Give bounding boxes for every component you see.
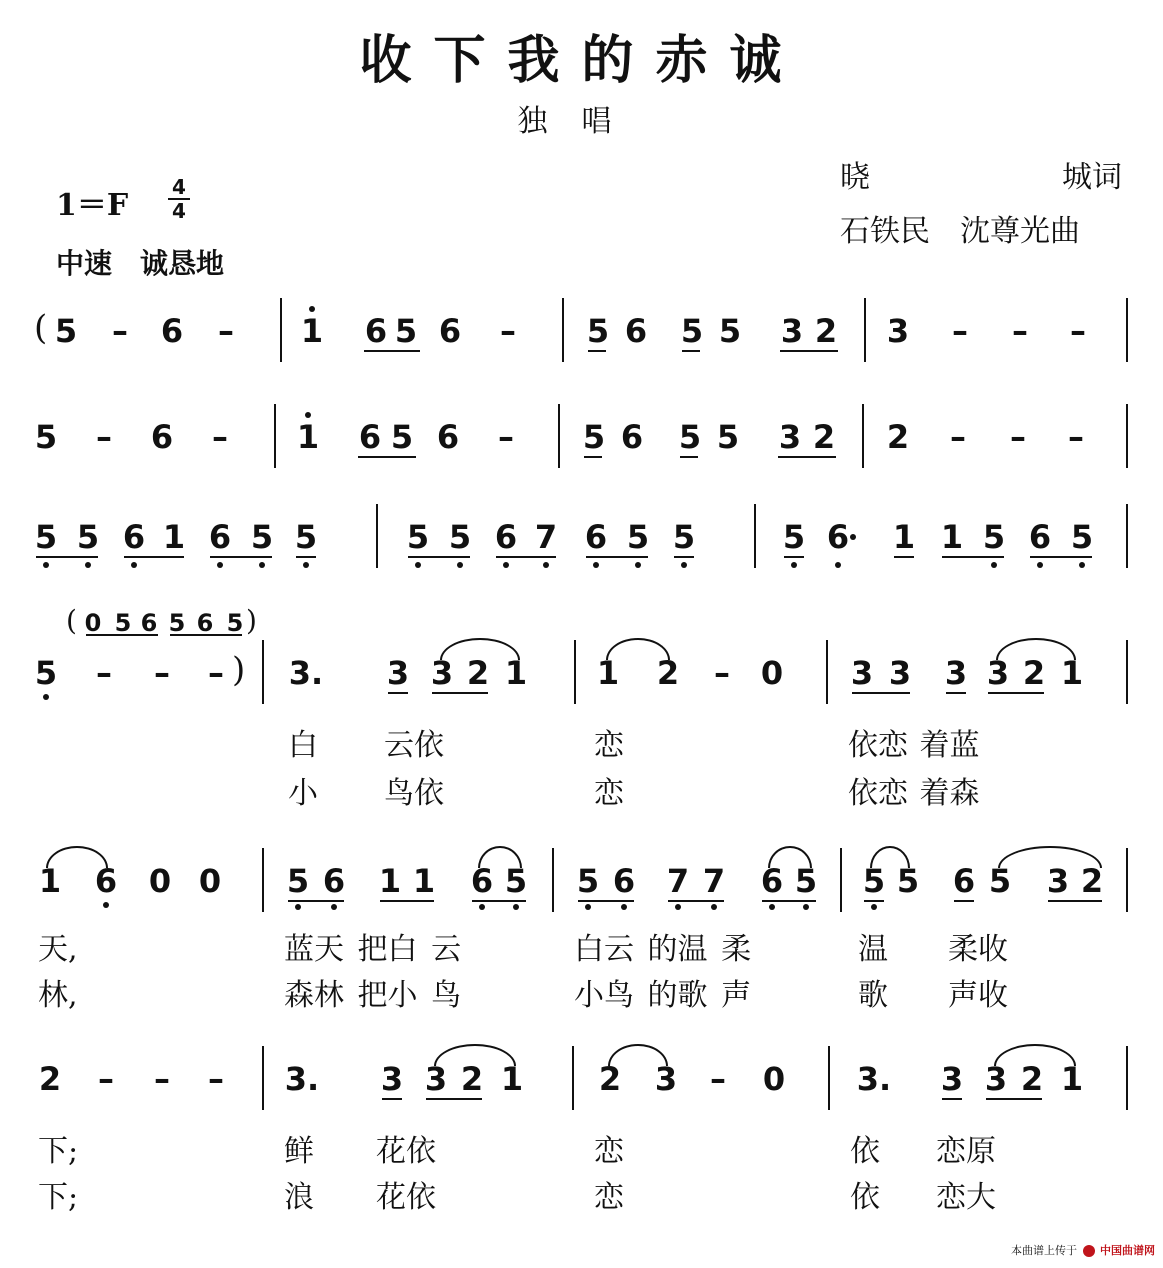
barline [1126,640,1128,704]
note: 5 [294,518,318,556]
watermark-text: 本曲谱上传于 [1011,1244,1077,1257]
dash: – [96,654,112,692]
lyric: 鸟依 [384,776,444,811]
low-dot [769,904,775,910]
lyric: 下; [38,1180,79,1215]
note: 5 [896,862,920,900]
note: 5 [982,518,1006,556]
note: 6 [494,518,518,556]
note-small: 0 [84,609,102,637]
note: 6 [364,312,388,350]
lyric: 依恋 着森 [848,776,980,811]
note-dotted: 3. [288,654,324,692]
underline [668,900,724,902]
underline [780,350,838,352]
note: 6 [160,312,184,350]
note: 1 [596,654,620,692]
note: 2 [38,1060,62,1098]
note: 5 [34,654,58,692]
song-subtitle: 独唱 [517,104,646,139]
note: 5 [250,518,274,556]
lyric: 小 [288,776,318,811]
note: 6 [438,312,462,350]
note: 5 [680,312,704,350]
note-high-1: 1 [296,418,320,456]
low-dot [1079,562,1085,568]
low-dot [543,562,549,568]
underline [680,456,698,458]
note: 7 [666,862,690,900]
lyric: 依恋 着蓝 [848,728,980,763]
note: 5 [448,518,472,556]
dash: – [1012,312,1028,350]
underline [784,556,804,558]
underline [382,1098,402,1100]
underline [1048,900,1102,902]
low-dot [513,904,519,910]
note: 2 [812,418,836,456]
note: 0 [198,862,222,900]
lyric: 温 [858,932,888,967]
dash: – [950,418,966,456]
note: 5 [988,862,1012,900]
dash: – [212,418,228,456]
slur [998,846,1102,868]
note: 2 [886,418,910,456]
lyric: 依 [850,1180,880,1215]
low-dot [835,562,841,568]
low-dot [131,562,137,568]
note: 2 [1022,654,1046,692]
dash: – [714,654,730,692]
note: 5 [586,312,610,350]
note: 5 [626,518,650,556]
note: 3 [886,312,910,350]
lyric: 歌 [858,978,888,1013]
note: 5 [406,518,430,556]
lyric: 蓝天 把白 云 [284,932,462,967]
barline [862,404,864,468]
note: 5 [34,518,58,556]
barline [574,640,576,704]
underline [778,456,836,458]
note: 5 [862,862,886,900]
dash: – [154,1060,170,1098]
note: 2 [460,1060,484,1098]
note: 5 [576,862,600,900]
low-dot [103,902,109,908]
low-dot [681,562,687,568]
note: 3 [944,654,968,692]
low-dot [593,562,599,568]
dot-rhythm [850,534,856,540]
lyric: 浪 [284,1180,314,1215]
key-signature: 1＝F [56,188,129,223]
underline [388,692,408,694]
low-dot [585,904,591,910]
lyric: 恋 [594,728,624,763]
note: 1 [38,862,62,900]
note: 6 [826,518,850,556]
underline [586,556,648,558]
low-dot [43,562,49,568]
lyric: 白 [288,728,318,763]
barline [262,640,264,704]
note: 3 [778,418,802,456]
pickup-close-paren: ) [246,604,257,637]
note: 3 [984,1060,1008,1098]
pickup-open-paren: ( [66,604,77,637]
low-dot [635,562,641,568]
lyric: 白云 的温 柔 [574,932,752,967]
underline [762,900,816,902]
slur [606,638,670,660]
dash: – [218,312,234,350]
note: 5 [718,312,742,350]
note: 5 [782,518,806,556]
dash: – [710,1060,726,1098]
upload-watermark [1011,1242,1155,1258]
meter-bottom: 4 [172,199,186,223]
note: 6 [1028,518,1052,556]
barline [828,1046,830,1110]
note: 2 [466,654,490,692]
note: 3 [386,654,410,692]
dash: – [1068,418,1084,456]
barline [826,640,828,704]
lyric: 天, [38,932,78,967]
dash: – [98,1060,114,1098]
intro-open-paren: ( [34,308,48,348]
barline [262,1046,264,1110]
note: 6 [760,862,784,900]
note: 1 [500,1060,524,1098]
barline [1126,848,1128,912]
note: 3 [986,654,1010,692]
note: 3 [430,654,454,692]
note: 5 [394,312,418,350]
underline [472,900,526,902]
note: 7 [534,518,558,556]
note: 6 [94,862,118,900]
note: 6 [620,418,644,456]
lyric: 声收 [948,978,1008,1013]
dash: – [96,418,112,456]
underline [432,692,488,694]
note: 5 [34,418,58,456]
barline [274,404,276,468]
note: 0 [762,1060,786,1098]
note: 3 [424,1060,448,1098]
barline [552,848,554,912]
underline [1030,556,1092,558]
note: 6 [612,862,636,900]
barline [562,298,564,362]
note: 1 [892,518,916,556]
slur [608,1044,668,1066]
lyricist-surname: 晓 [840,160,870,195]
note: 5 [794,862,818,900]
barline [1126,404,1128,468]
slur [994,1044,1076,1066]
barline [1126,298,1128,362]
note-dotted: 3. [284,1060,320,1098]
underline [852,692,910,694]
note: 2 [598,1060,622,1098]
underline [358,456,416,458]
underline [942,556,1004,558]
underline [674,556,694,558]
note-small: 5 [226,609,244,637]
note-small: 5 [114,609,132,637]
low-dot [675,904,681,910]
underline [588,350,606,352]
underline [682,350,700,352]
note: 1 [504,654,528,692]
note: 6 [122,518,146,556]
tempo-marking: 中速 诚恳地 [56,247,225,280]
note: 3 [850,654,874,692]
note: 5 [678,418,702,456]
underline [170,634,242,636]
barline [754,504,756,568]
low-dot [295,904,301,910]
low-dot [1037,562,1043,568]
note: 5 [286,862,310,900]
note: 7 [702,862,726,900]
low-dot [415,562,421,568]
note: 0 [148,862,172,900]
low-dot [217,562,223,568]
dash: – [154,654,170,692]
slur [478,846,522,868]
site-brand: 中国曲谱网 [1100,1244,1155,1257]
note: 6 [358,418,382,456]
barline [262,848,264,912]
low-dot [503,562,509,568]
lyric: 依 [850,1134,880,1169]
dash: – [208,654,224,692]
low-dot [85,562,91,568]
low-dot [43,694,49,700]
note: 2 [656,654,680,692]
underline [894,556,914,558]
note: 5 [716,418,740,456]
note: 2 [1020,1060,1044,1098]
low-dot [991,562,997,568]
note: 2 [1080,862,1104,900]
underline [986,1098,1042,1100]
note: 0 [760,654,784,692]
underline [942,1098,962,1100]
high-dot [309,306,315,312]
dash: – [1010,418,1026,456]
note: 2 [814,312,838,350]
note-high-1: 1 [300,312,324,350]
underline [954,900,974,902]
underline [988,692,1044,694]
low-dot [803,904,809,910]
barline [376,504,378,568]
barline [840,848,842,912]
note: 5 [582,418,606,456]
note: 3 [940,1060,964,1098]
underline [496,556,556,558]
note: 3 [780,312,804,350]
note: 5 [390,418,414,456]
low-dot [259,562,265,568]
dash: – [498,418,514,456]
underline [408,556,470,558]
slur [996,638,1076,660]
lyric: 花依 [376,1134,436,1169]
barline [572,1046,574,1110]
lyric: 森林 把小 鸟 [284,978,462,1013]
note: 1 [1060,654,1084,692]
note: 6 [624,312,648,350]
barline [1126,1046,1128,1110]
note: 6 [150,418,174,456]
lyric: 恋原 [936,1134,996,1169]
underline [946,692,966,694]
underline [380,900,434,902]
lyric: 花依 [376,1180,436,1215]
note: 1 [1060,1060,1084,1098]
note-small: 6 [140,609,158,637]
slur [434,1044,516,1066]
note: 1 [412,862,436,900]
note-small: 5 [168,609,186,637]
lyric: 恋大 [936,1180,996,1215]
underline [864,900,884,902]
underline [426,1098,482,1100]
note: 6 [322,862,346,900]
time-signature [165,176,193,222]
low-dot [711,904,717,910]
note: 6 [436,418,460,456]
dash: – [1070,312,1086,350]
slur [440,638,520,660]
note: 3 [380,1060,404,1098]
lyric: 恋 [594,1180,624,1215]
composer-credit: 石铁民 沈尊光曲 [840,214,1080,249]
note: 3 [1046,862,1070,900]
note: 6 [584,518,608,556]
dash: – [952,312,968,350]
low-dot [479,904,485,910]
slur [46,846,108,868]
note: 5 [76,518,100,556]
song-title: 收下我的赤诚 [359,30,804,91]
low-dot [303,562,309,568]
underline [124,556,184,558]
lyric: 鲜 [284,1134,314,1169]
underline [296,556,316,558]
lyric: 下; [38,1134,79,1169]
lyric: 恋 [594,776,624,811]
note: 6 [952,862,976,900]
dash: – [112,312,128,350]
note: 3 [654,1060,678,1098]
dash: – [208,1060,224,1098]
site-logo-icon [1083,1245,1095,1257]
low-dot [331,904,337,910]
lyricist-credit: 城词 [1062,160,1122,195]
barline [864,298,866,362]
barline [1126,504,1128,568]
low-dot [791,562,797,568]
note-dotted: 3. [856,1060,892,1098]
note: 1 [162,518,186,556]
lyric: 林, [38,978,78,1013]
meter-top: 4 [172,175,186,199]
lyric: 云依 [384,728,444,763]
low-dot [457,562,463,568]
underline [364,350,420,352]
intro-close-paren: ) [232,650,246,690]
barline [558,404,560,468]
high-dot [305,412,311,418]
slur [768,846,812,868]
lyric: 小鸟 的歌 声 [574,978,752,1013]
note: 3 [888,654,912,692]
note: 5 [54,312,78,350]
note: 6 [208,518,232,556]
low-dot [871,904,877,910]
lyric: 恋 [594,1134,624,1169]
note: 5 [672,518,696,556]
lyric: 柔收 [948,932,1008,967]
note: 5 [1070,518,1094,556]
underline [36,556,98,558]
underline [86,634,158,636]
note: 1 [378,862,402,900]
slur [870,846,910,868]
low-dot [621,904,627,910]
note: 1 [940,518,964,556]
underline [288,900,344,902]
note-small: 6 [196,609,214,637]
barline [280,298,282,362]
note: 6 [470,862,494,900]
note: 5 [504,862,528,900]
underline [210,556,272,558]
underline [584,456,602,458]
underline [578,900,634,902]
dash: – [500,312,516,350]
